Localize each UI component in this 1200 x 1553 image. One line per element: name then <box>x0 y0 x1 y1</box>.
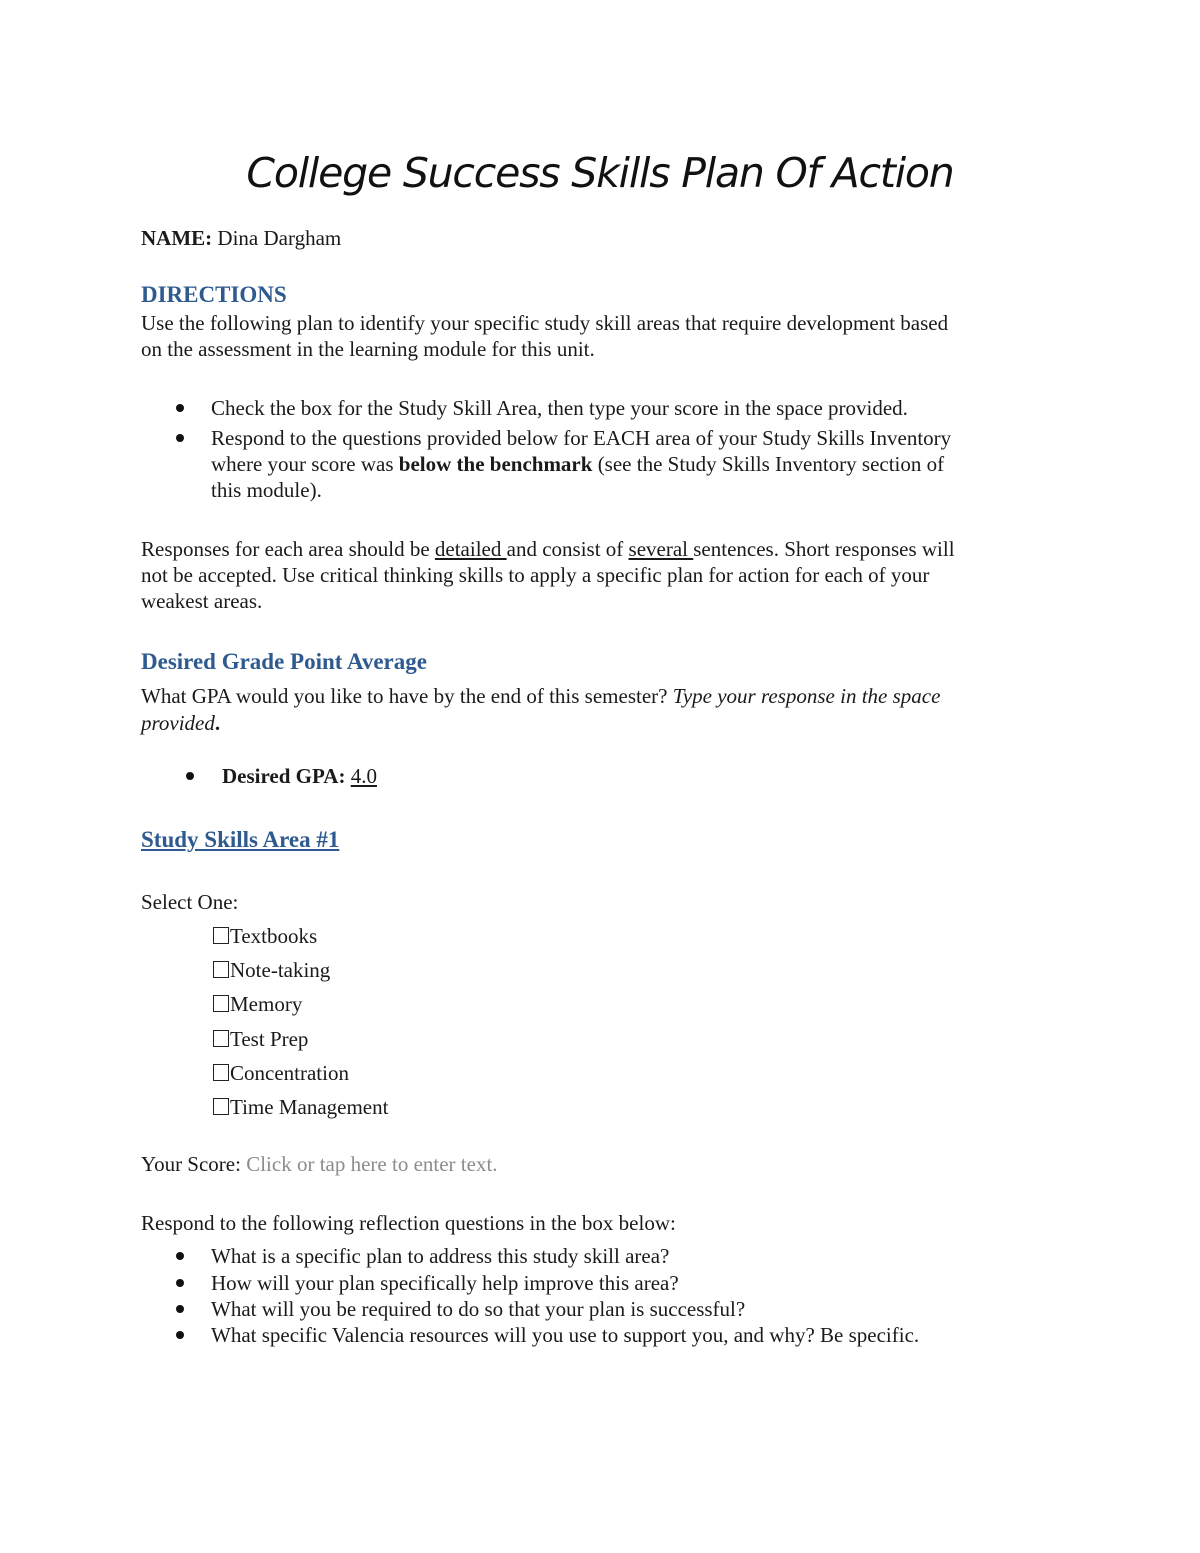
responses-line2: not be accepted. Use critical thinking skills to apply a specific plan for action for each of your <box>141 563 930 587</box>
checkbox-icon[interactable] <box>213 927 229 944</box>
responses-text-a: Responses for each area should be <box>141 537 435 561</box>
checkbox-icon[interactable] <box>213 1064 229 1081</box>
directions-bullet-2-line2 <box>211 451 944 477</box>
bullet-icon <box>176 1252 184 1260</box>
gpa-question-line1 <box>141 683 940 709</box>
directions-bullet-2-line1: Respond to the questions provided below for EACH area of your Study Skills Inventory <box>211 426 952 450</box>
bullet-icon <box>176 434 184 442</box>
reflection-question: How will your plan specifically help improve this area? <box>211 1271 679 1295</box>
benchmark-emphasis: below the benchmark <box>398 452 593 476</box>
bullet-2-text-pre: where your score was <box>211 452 399 476</box>
gpa-question-line2 <box>141 710 220 736</box>
reflection-question: What will you be required to do so that your plan is successful? <box>211 1297 746 1321</box>
directions-text-line1: Use the following plan to identify your specific study skill areas that require development based <box>141 311 949 335</box>
name-label: NAME: <box>141 226 213 250</box>
option-label: Note-taking <box>230 958 331 982</box>
option-note-taking[interactable] <box>213 957 330 983</box>
option-label: Textbooks <box>230 924 318 948</box>
gpa-heading: Desired Grade Point Average <box>141 649 427 674</box>
reflection-question: What is a specific plan to address this study skill area? <box>211 1244 670 1268</box>
responses-detailed: detailed <box>434 537 507 561</box>
option-label: Concentration <box>230 1061 349 1085</box>
option-concentration[interactable] <box>213 1060 349 1086</box>
responses-text-c: sentences. Short responses will <box>693 537 955 561</box>
option-textbooks[interactable] <box>213 923 317 949</box>
option-label: Memory <box>230 992 303 1016</box>
option-test-prep[interactable] <box>213 1026 308 1052</box>
bullet-icon <box>186 772 194 780</box>
directions-bullet-2-line3: this module). <box>211 478 322 502</box>
bullet-icon <box>176 1305 184 1313</box>
name-line <box>141 225 341 251</box>
gpa-instruction: Type your response in the space <box>672 684 941 708</box>
checkbox-icon[interactable] <box>213 1098 229 1115</box>
name-value: Dina Dargham <box>217 226 342 250</box>
select-one-label: Select One: <box>141 890 239 914</box>
bullet-icon <box>176 1331 184 1339</box>
desired-gpa-label: Desired GPA: <box>222 764 346 788</box>
gpa-instruction-period: . <box>214 711 221 735</box>
bullet-icon <box>176 1279 184 1287</box>
responses-line3: weakest areas. <box>141 589 263 613</box>
reflection-question: What specific Valencia resources will you use to support you, and why? Be specific. <box>211 1323 920 1347</box>
responses-text-b: and consist of <box>506 537 629 561</box>
checkbox-icon[interactable] <box>213 1030 229 1047</box>
bullet-2-text-post: (see the Study Skills Inventory section of <box>592 452 945 476</box>
option-memory[interactable] <box>213 991 302 1017</box>
checkbox-icon[interactable] <box>213 961 229 978</box>
reflection-intro: Respond to the following reflection questions in the box below: <box>141 1211 676 1235</box>
directions-heading: DIRECTIONS <box>141 282 287 307</box>
option-label: Test Prep <box>230 1027 309 1051</box>
gpa-question-text: What GPA would you like to have by the end of this semester? <box>141 684 673 708</box>
score-input[interactable]: Click or tap here to enter text. <box>246 1152 498 1176</box>
study-skills-area-1-heading: Study Skills Area #1 <box>141 827 340 852</box>
directions-bullet-1: Check the box for the Study Skill Area, then type your score in the space provided. <box>211 396 908 420</box>
score-line <box>141 1151 498 1177</box>
option-label: Time Management <box>230 1095 389 1119</box>
bullet-icon <box>176 404 184 412</box>
option-time-management[interactable] <box>213 1094 388 1120</box>
directions-text-line2: on the assessment in the learning module for this unit. <box>141 337 595 361</box>
score-label: Your Score: <box>141 1152 241 1176</box>
desired-gpa-line <box>222 763 377 789</box>
gpa-instruction-cont: provided <box>141 711 215 735</box>
checkbox-icon[interactable] <box>213 995 229 1012</box>
responses-line1 <box>141 536 955 562</box>
desired-gpa-value[interactable]: 4.0 <box>350 764 377 788</box>
responses-several: several <box>628 537 694 561</box>
document-title: College Success Skills Plan Of Action <box>246 149 954 197</box>
